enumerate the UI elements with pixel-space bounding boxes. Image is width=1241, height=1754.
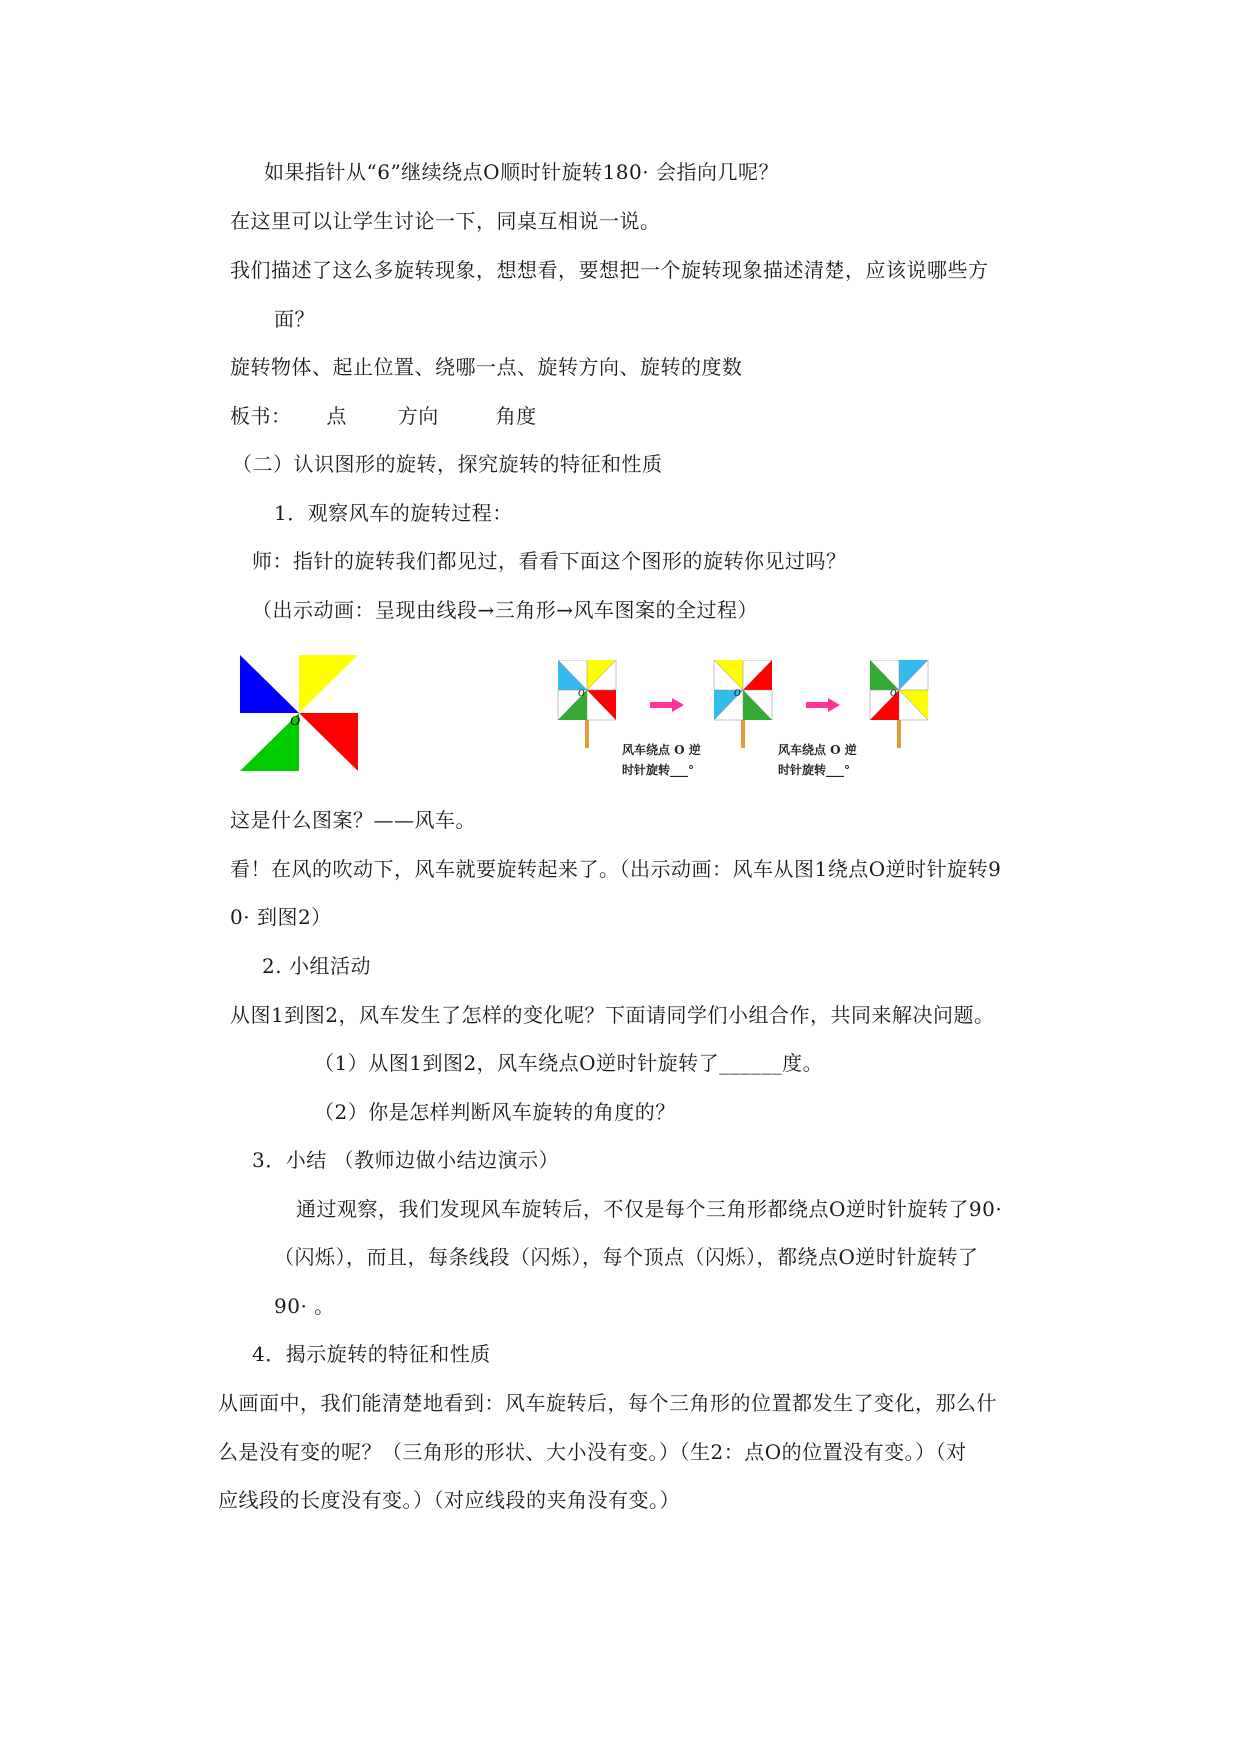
text-line: 么是没有变的呢？（三角形的形状、大小没有变。）（生2：点O的位置没有变。）（对 [218,1440,967,1464]
board-label: 板书： [230,404,292,428]
text-line: （闪烁），而且，每条线段（闪烁），每个顶点（闪烁），都绕点O逆时针旋转了 [274,1245,979,1269]
board-line [230,404,537,428]
svg-text:O: O [734,688,741,698]
text-line: 我们描述了这么多旋转现象，想想看，要想把一个旋转现象描述清楚，应该说哪些方 [230,258,989,282]
subheading: 2. 小组活动 [262,954,371,978]
text-line: 从图1到图2，风车发生了怎样的变化呢？下面请同学们小组合作，共同来解决问题。 [230,1003,995,1027]
yellow-triangle [299,655,358,713]
text-line: 如果指针从“6”继续绕点O顺时针旋转180· 会指向几呢？ [264,160,779,184]
center-point-label: O [290,714,301,729]
board-item-point: 点 [326,404,347,428]
subheading: 4．揭示旋转的特征和性质 [252,1342,491,1366]
svg-text:O: O [890,688,897,698]
subheading: 1．观察风车的旋转过程： [274,501,513,525]
text-line: 这是什么图案？——风车。 [230,808,476,832]
section-heading: （二）认识图形的旋转，探究旋转的特征和性质 [232,452,663,476]
figure-caption: 风车绕点 O 逆 [622,743,701,757]
text-line: 在这里可以让学生讨论一下，同桌互相说一说。 [230,209,661,233]
board-item-direction: 方向 [397,404,439,428]
red-triangle [299,713,358,771]
text-line: （出示动画：呈现由线段→三角形→风车图案的全过程） [252,598,759,622]
question-line: （1）从图1到图2，风车绕点O逆时针旋转了______度。 [314,1051,824,1075]
text-line: 应线段的长度没有变。）（对应线段的夹角没有变。） [218,1488,680,1512]
text-line: 0· 到图2） [230,905,332,929]
small-windmill-1 [556,660,618,750]
text-line: 师：指针的旋转我们都见过，看看下面这个图形的旋转你见过吗？ [252,549,847,573]
figure-caption: 风车绕点 O 逆 [778,743,857,757]
blue-triangle [240,655,299,713]
arrow-icon [806,698,840,712]
subheading: 3．小结 （教师边做小结边演示） [252,1148,560,1172]
arrow-icon [650,698,684,712]
board-item-angle: 角度 [495,404,537,428]
text-line: 旋转物体、起止位置、绕哪一点、旋转方向、旋转的度数 [230,355,743,379]
small-windmill-3 [868,660,930,750]
small-windmill-2 [712,660,774,750]
svg-text:O: O [578,688,585,698]
text-line: 90· 。 [274,1294,335,1318]
figure-caption: 时针旋转___° [778,763,851,777]
text-line: 面？ [274,307,315,331]
text-line: 从画面中，我们能清楚地看到：风车旋转后，每个三角形的位置都发生了变化，那么什 [218,1391,997,1415]
text-line: 通过观察，我们发现风车旋转后，不仅是每个三角形都绕点O逆时针旋转了90· [296,1197,1003,1221]
windmill-figure [240,655,358,773]
text-line: 看！在风的吹动下，风车就要旋转起来了。（出示动画：风车从图1绕点O逆时针旋转9 [230,857,1002,881]
figure-caption: 时针旋转___° [622,763,695,777]
question-line: （2）你是怎样判断风车旋转的角度的？ [314,1100,676,1124]
